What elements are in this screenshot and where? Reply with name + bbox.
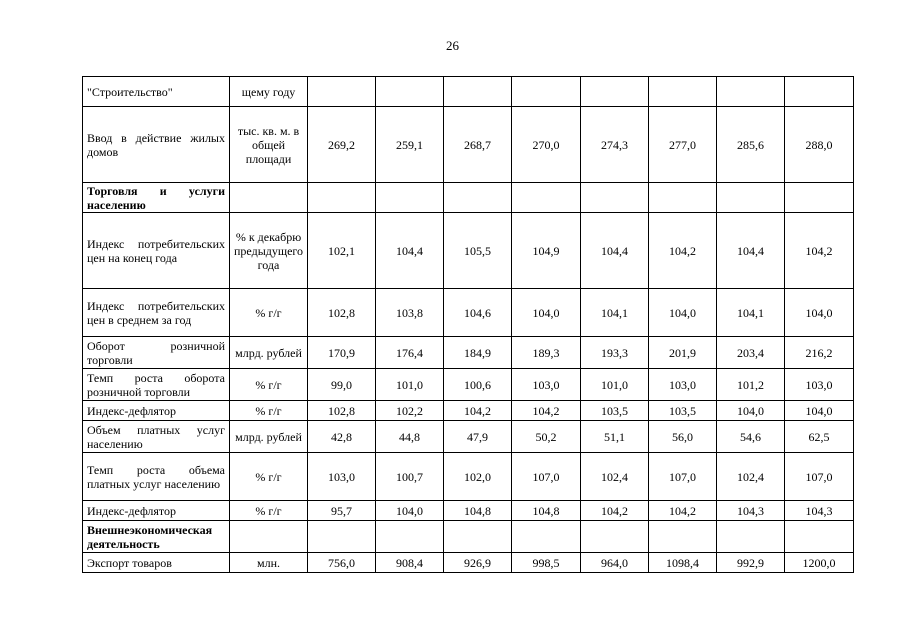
- value-cell: 102,8: [308, 401, 376, 421]
- value-cell: 104,0: [785, 401, 854, 421]
- value-cell: 104,2: [649, 501, 717, 521]
- value-cell: 104,2: [512, 401, 581, 421]
- indicator-name-cell: "Строительство": [83, 77, 230, 107]
- value-cell: 104,3: [717, 501, 785, 521]
- value-cell: 269,2: [308, 107, 376, 183]
- value-cell: 102,0: [444, 453, 512, 501]
- value-cell: [376, 77, 444, 107]
- table-row: [83, 401, 854, 421]
- unit-cell: [230, 521, 308, 553]
- value-cell: [581, 183, 649, 213]
- value-cell: [649, 521, 717, 553]
- value-cell: 103,0: [649, 369, 717, 401]
- value-cell: [444, 77, 512, 107]
- section-heading-cell: Торговля и услуги населению: [83, 183, 230, 213]
- value-cell: 104,2: [581, 501, 649, 521]
- value-cell: 104,4: [717, 213, 785, 289]
- value-cell: 104,8: [512, 501, 581, 521]
- value-cell: 203,4: [717, 337, 785, 369]
- value-cell: 50,2: [512, 421, 581, 453]
- indicator-name-cell: Экспорт товаров: [83, 553, 230, 573]
- table-row: [83, 183, 854, 213]
- value-cell: [717, 183, 785, 213]
- value-cell: [581, 77, 649, 107]
- value-cell: 54,6: [717, 421, 785, 453]
- value-cell: 100,6: [444, 369, 512, 401]
- indicator-name-cell: Оборот розничной торговли: [83, 337, 230, 369]
- unit-cell: щему году: [230, 77, 308, 107]
- table-row: [83, 553, 854, 573]
- value-cell: 101,0: [376, 369, 444, 401]
- value-cell: [308, 77, 376, 107]
- value-cell: 259,1: [376, 107, 444, 183]
- value-cell: 103,0: [785, 369, 854, 401]
- value-cell: 102,1: [308, 213, 376, 289]
- value-cell: 107,0: [512, 453, 581, 501]
- value-cell: 102,4: [717, 453, 785, 501]
- value-cell: 216,2: [785, 337, 854, 369]
- value-cell: [444, 521, 512, 553]
- value-cell: 193,3: [581, 337, 649, 369]
- value-cell: 103,0: [308, 453, 376, 501]
- unit-cell: % г/г: [230, 401, 308, 421]
- forecast-table: [82, 76, 854, 573]
- value-cell: 56,0: [649, 421, 717, 453]
- value-cell: [649, 183, 717, 213]
- table-row: [83, 453, 854, 501]
- value-cell: 104,2: [649, 213, 717, 289]
- value-cell: [376, 183, 444, 213]
- table-row: [83, 421, 854, 453]
- value-cell: 926,9: [444, 553, 512, 573]
- value-cell: 62,5: [785, 421, 854, 453]
- value-cell: 107,0: [785, 453, 854, 501]
- value-cell: 274,3: [581, 107, 649, 183]
- value-cell: [512, 183, 581, 213]
- value-cell: 107,0: [649, 453, 717, 501]
- unit-cell: млрд. рублей: [230, 421, 308, 453]
- indicator-name-cell: Объем платных услуг населению: [83, 421, 230, 453]
- unit-cell: % г/г: [230, 369, 308, 401]
- value-cell: 44,8: [376, 421, 444, 453]
- value-cell: 103,0: [512, 369, 581, 401]
- value-cell: 184,9: [444, 337, 512, 369]
- unit-cell: % к декабрю предыдущего года: [230, 213, 308, 289]
- table-row: [83, 521, 854, 553]
- value-cell: 105,5: [444, 213, 512, 289]
- value-cell: 170,9: [308, 337, 376, 369]
- value-cell: 992,9: [717, 553, 785, 573]
- value-cell: 101,0: [581, 369, 649, 401]
- value-cell: 103,8: [376, 289, 444, 337]
- value-cell: [512, 77, 581, 107]
- table-row: [83, 213, 854, 289]
- value-cell: 102,4: [581, 453, 649, 501]
- value-cell: 103,5: [581, 401, 649, 421]
- value-cell: 104,4: [376, 213, 444, 289]
- value-cell: 104,2: [444, 401, 512, 421]
- unit-cell: [230, 183, 308, 213]
- value-cell: 104,8: [444, 501, 512, 521]
- value-cell: 104,0: [785, 289, 854, 337]
- value-cell: 104,9: [512, 213, 581, 289]
- value-cell: 104,1: [581, 289, 649, 337]
- indicator-name-cell: Темп роста оборота розничной торговли: [83, 369, 230, 401]
- value-cell: [308, 183, 376, 213]
- value-cell: 277,0: [649, 107, 717, 183]
- value-cell: 104,0: [376, 501, 444, 521]
- value-cell: [649, 77, 717, 107]
- page-number: 26: [446, 38, 459, 53]
- value-cell: 288,0: [785, 107, 854, 183]
- value-cell: 964,0: [581, 553, 649, 573]
- value-cell: [376, 521, 444, 553]
- value-cell: 99,0: [308, 369, 376, 401]
- value-cell: [785, 183, 854, 213]
- unit-cell: тыс. кв. м. в общей площади: [230, 107, 308, 183]
- unit-cell: % г/г: [230, 453, 308, 501]
- value-cell: 102,8: [308, 289, 376, 337]
- indicator-name-cell: Ввод в действие жилых домов: [83, 107, 230, 183]
- table-row: [83, 289, 854, 337]
- indicator-name-cell: Темп роста объема платных услуг населению: [83, 453, 230, 501]
- table-row: [83, 107, 854, 183]
- value-cell: 189,3: [512, 337, 581, 369]
- section-heading-cell: Внешнеэкономическая деятельность: [83, 521, 230, 553]
- value-cell: 756,0: [308, 553, 376, 573]
- value-cell: 104,6: [444, 289, 512, 337]
- value-cell: 104,3: [785, 501, 854, 521]
- value-cell: 285,6: [717, 107, 785, 183]
- value-cell: [785, 77, 854, 107]
- value-cell: 104,2: [785, 213, 854, 289]
- indicator-name-cell: Индекс-дефлятор: [83, 401, 230, 421]
- value-cell: 104,0: [512, 289, 581, 337]
- value-cell: 42,8: [308, 421, 376, 453]
- value-cell: 51,1: [581, 421, 649, 453]
- value-cell: 270,0: [512, 107, 581, 183]
- unit-cell: % г/г: [230, 289, 308, 337]
- table-row: [83, 501, 854, 521]
- unit-cell: млн.: [230, 553, 308, 573]
- value-cell: 104,0: [649, 289, 717, 337]
- value-cell: 1200,0: [785, 553, 854, 573]
- value-cell: 104,1: [717, 289, 785, 337]
- indicator-name-cell: Индекс потребительских цен в среднем за год: [83, 289, 230, 337]
- value-cell: 268,7: [444, 107, 512, 183]
- table-row: [83, 77, 854, 107]
- value-cell: 998,5: [512, 553, 581, 573]
- value-cell: [444, 183, 512, 213]
- value-cell: [717, 521, 785, 553]
- unit-cell: млрд. рублей: [230, 337, 308, 369]
- indicator-name-cell: Индекс потребительских цен на конец года: [83, 213, 230, 289]
- value-cell: [512, 521, 581, 553]
- value-cell: [785, 521, 854, 553]
- unit-cell: % г/г: [230, 501, 308, 521]
- value-cell: 176,4: [376, 337, 444, 369]
- value-cell: [581, 521, 649, 553]
- value-cell: 47,9: [444, 421, 512, 453]
- value-cell: 201,9: [649, 337, 717, 369]
- value-cell: 1098,4: [649, 553, 717, 573]
- value-cell: 95,7: [308, 501, 376, 521]
- value-cell: 908,4: [376, 553, 444, 573]
- value-cell: [717, 77, 785, 107]
- table-row: [83, 369, 854, 401]
- value-cell: 104,0: [717, 401, 785, 421]
- value-cell: 102,2: [376, 401, 444, 421]
- value-cell: 100,7: [376, 453, 444, 501]
- value-cell: 101,2: [717, 369, 785, 401]
- value-cell: 104,4: [581, 213, 649, 289]
- value-cell: 103,5: [649, 401, 717, 421]
- table-row: [83, 337, 854, 369]
- indicator-name-cell: Индекс-дефлятор: [83, 501, 230, 521]
- value-cell: [308, 521, 376, 553]
